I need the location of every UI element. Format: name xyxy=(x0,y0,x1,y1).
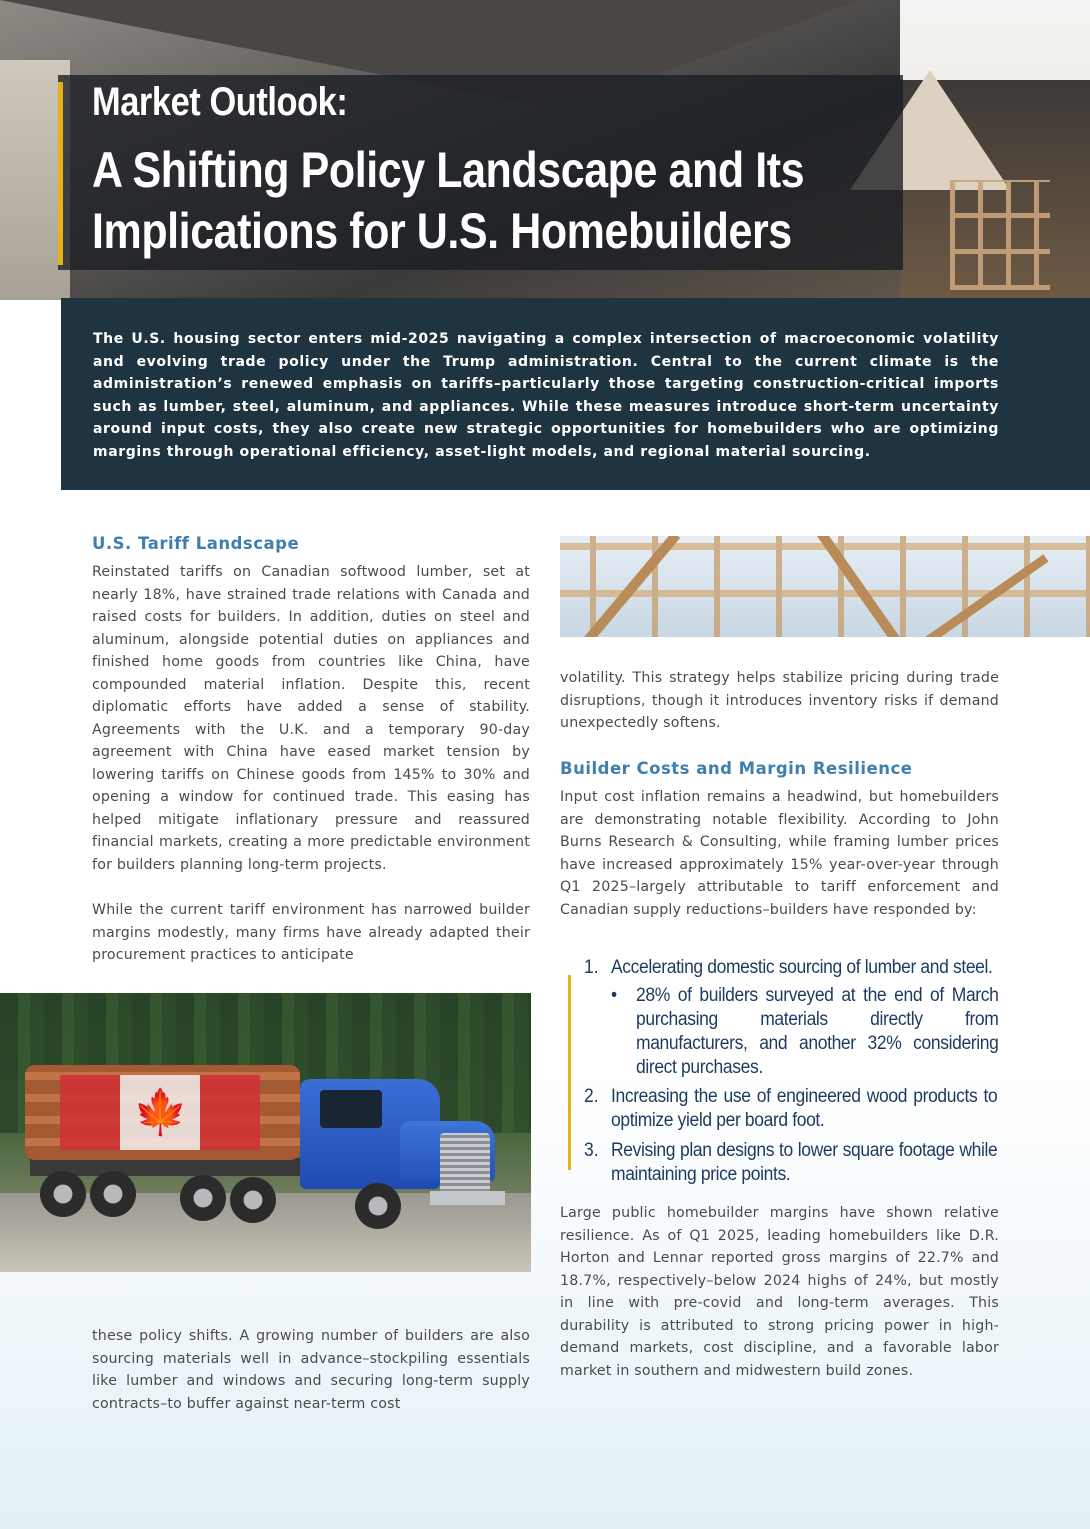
list-accent-rule xyxy=(568,975,571,1170)
intro-text: The U.S. housing sector enters mid-2025 navigating a complex intersection of macroeconomic volatility and evolving trade policy under the Trump administration. Central to the current climate is the administration’s renewed emphasis on tariffs–particularly those targeting construction-critical imports such as lumber, steel, aluminum, and appliances. While these measures introduce short-term uncertainty around input costs, they also create new strategic opportunities for homebuilders who are optimizing margins through operational efficiency, asset-light models, and regional material sourcing. xyxy=(93,331,999,460)
list-number: 3. xyxy=(584,1140,599,1161)
margins-paragraph-2: Large public homebuilder margins have shown relative resilience. As of Q1 2025, leading homebuilders like D.R. Horton and Lennar reported gross margins of 22.7% and 18.7%, respectively–below 2024 highs of 24%, but mostly in line with pre-covid and long-term averages. This durability is attributed to strong pricing power in high-demand markets, cost discipline, and a favorable labor market in southern and midwestern build zones. xyxy=(560,1205,999,1379)
volatility-paragraph: volatility. This strategy helps stabilize pricing during trade disruptions, though it introduces inventory risks if demand unexpectedly softens. xyxy=(560,670,999,731)
wheel xyxy=(180,1175,226,1221)
section-heading-tariff: U.S. Tariff Landscape xyxy=(92,534,300,553)
cab-window xyxy=(320,1090,382,1128)
wood-framing xyxy=(950,180,1050,290)
title-accent-bar xyxy=(58,82,63,265)
margins-paragraph-1: Input cost inflation remains a headwind, but homebuilders are demonstrating notable flexibility. According to John Burns Research & Consulting, while framing lumber prices have increased approximately 15% year-over-year through Q1 2025–largely attributable to tariff enforcement and Canadian supply reductions–builders have responded by: xyxy=(560,789,999,918)
logging-truck-image xyxy=(0,993,531,1272)
wheel xyxy=(230,1177,276,1223)
list-item-2: Increasing the use of engineered wood products to optimize yield per board foot. xyxy=(611,1086,998,1131)
truck-bumper xyxy=(430,1191,505,1205)
list-item-3: Revising plan designs to lower square footage while maintaining price points. xyxy=(611,1140,998,1185)
wheel xyxy=(40,1171,86,1217)
tariff-paragraph-3: these policy shifts. A growing number of builders are also sourcing materials well in advance–stockpiling essentials like lumber and windows and securing long-term supply contracts–to buffer against near-term cost xyxy=(92,1328,530,1412)
list-number: 2. xyxy=(584,1086,599,1107)
section-heading-margins: Builder Costs and Margin Resilience xyxy=(560,759,913,778)
sub-bullet-mark: • xyxy=(611,985,618,1006)
list-number: 1. xyxy=(584,957,599,978)
framing-image xyxy=(560,536,1090,637)
wheel xyxy=(90,1171,136,1217)
title-kicker: Market Outlook: xyxy=(92,80,348,124)
wheel xyxy=(355,1183,401,1229)
list-sub-bullet: 28% of builders surveyed at the end of March purchasing materials directly from manufacturers, and another 32% considering direct purchases. xyxy=(636,985,999,1078)
tariff-paragraph-1: Reinstated tariffs on Canadian softwood lumber, set at nearly 18%, have strained trade relations with Canada and raised costs for builders. In addition, duties on steel and aluminum, alongside potential duties on appliances and finished home goods from countries like China, have compounded material inflation. Despite this, recent diplomatic efforts have added a sense of stability. Agreements with the U.K. and a temporary 90-day agreement with China have eased market tension by lowering tariffs on Chinese goods from 145% to 30% and opening a window for continued trade. This easing has helped mitigate inflationary pressure and reassured financial markets, creating a more predictable environment for builders planning long-term projects. xyxy=(92,564,530,873)
truck-grille xyxy=(440,1133,490,1195)
page-title: A Shifting Policy Landscape and Its Implications for U.S. Homebuilders xyxy=(92,142,805,259)
intro-panel xyxy=(61,298,1090,490)
list-item-1: Accelerating domestic sourcing of lumber and steel. xyxy=(611,957,993,978)
tariff-paragraph-2: While the current tariff environment has narrowed builder margins modestly, many firms have already adapted their procurement practices to anticipate xyxy=(92,902,530,963)
maple-leaf-icon: 🍁 xyxy=(133,1087,188,1138)
